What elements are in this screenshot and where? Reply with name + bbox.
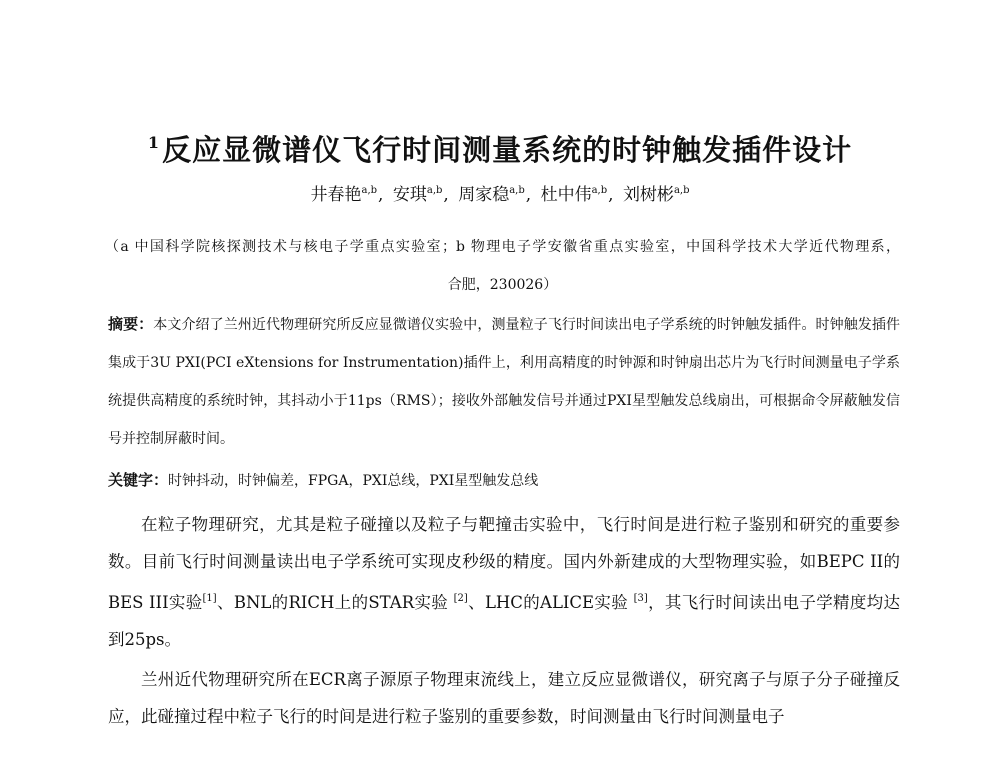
author-name: 安琪	[392, 185, 427, 205]
author-separator: ,	[608, 185, 614, 205]
paragraph-text: 、BNL的RICH上的STAR实验	[216, 593, 454, 612]
author-name: 刘树彬	[622, 185, 674, 205]
affiliation-line-2: 合肥，230026）	[447, 277, 558, 293]
body-paragraph-2: 兰州近代物理研究所在ECR离子源原子物理束流线上，建立反应显微谱仪，研究离子与原子分子碰撞反应，此碰撞过程中粒子飞行的时间是进行粒子鉴别的重要参数，时间测量由飞行时间测量电子	[108, 670, 900, 726]
author-name: 杜中伟	[540, 185, 592, 205]
author-affiliation-mark: a,b	[509, 185, 525, 196]
citation-ref: [1]	[202, 593, 217, 604]
paragraph-text: 在粒子物理研究，尤其是粒子碰撞以及粒子与靶撞击实验中，飞行时间是进行粒子鉴别和研究的重要参数。目前飞行时间测量读出电子学系统可实现皮秒级的精度。国内外新建成的大型物理实验，如BEPC II的BES III实验	[108, 515, 900, 612]
author-affiliation-mark: a,b	[361, 185, 378, 196]
body-paragraph-1	[108, 506, 900, 658]
citation-ref: [3]	[633, 593, 648, 604]
author-separator: ,	[378, 185, 384, 205]
abstract-label: 摘要：	[108, 315, 154, 333]
author-list	[0, 180, 1000, 205]
author-separator: ,	[443, 185, 449, 205]
author-affiliation-mark: a,b	[673, 185, 690, 196]
title-footnote-mark: 1	[147, 133, 161, 152]
author-affiliation-mark: a,b	[591, 185, 608, 196]
affiliation-line-1: （a 中国科学院核探测技术与核电子学重点实验室；b 物理电子学安徽省重点实验室，中国科学技术大学近代物理系，	[105, 239, 900, 255]
body-text	[108, 506, 900, 738]
author-separator: ,	[525, 185, 532, 205]
author-name: 井春艳	[310, 185, 362, 205]
abstract-text: 本文介绍了兰州近代物理研究所反应显微谱仪实验中，测量粒子飞行时间读出电子学系统的时钟触发插件。时钟触发插件集成于3U PXI(PCI eXtensions for Instrumentation)插件上，利用高精度的时钟源和时钟扇出芯片为飞行时间测量电子学系统提供高精度的系统时钟，其抖动小于11ps（RMS）；接收外部触发信号并通过PXI星型触发总线扇出，可根据命令屏蔽触发信号并控制屏蔽时间。	[108, 317, 900, 447]
paragraph-text: ，其飞行时间读出电子学精度均达到25ps。	[108, 593, 900, 649]
author-affiliation-mark: a,b	[426, 185, 443, 196]
keywords-text: 时钟抖动，时钟偏差，FPGA，PXI总线，PXI星型触发总线	[168, 473, 539, 489]
abstract	[108, 305, 900, 458]
title-text: 反应显微谱仪飞行时间测量系统的时钟触发插件设计	[162, 133, 853, 167]
paragraph-text: 、LHC的ALICE实验	[467, 593, 634, 612]
paper-title	[0, 128, 1000, 169]
affiliation-block	[105, 228, 900, 304]
keywords-label: 关键字：	[108, 471, 169, 489]
keywords	[108, 468, 900, 493]
citation-ref: [2]	[453, 593, 468, 604]
author-name: 周家稳	[458, 185, 510, 205]
